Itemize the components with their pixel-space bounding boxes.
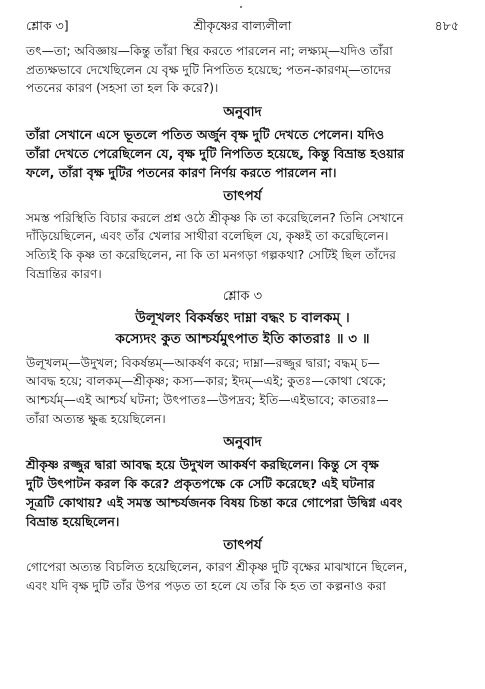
synonyms-block-2 xyxy=(26,354,459,428)
text-line: প্রত্যক্ষভাবে দেখেছিলেন যে বৃক্ষ দুটি নিপতিত হয়েছে; পতন-কারণম্—তাদের xyxy=(26,62,392,77)
text-line: গোপেরা অত্যন্ত বিচলিত হয়েছিলেন, কারণ শ্রীকৃষ্ণ দুটি বৃক্ষের মাঝখানে ছিলেন, xyxy=(26,560,408,575)
text-line: তাঁরা সেখানে এসে ভূতলে পতিত অর্জুন বৃক্ষ দুটি দেখতে পেলেন। যদিও xyxy=(26,126,385,142)
text-line: দাঁড়িয়েছিলেন, এবং তাঁর খেলার সাথীরা বলেছিল যে, কৃষ্ণই তা করেছিলেন। xyxy=(26,229,389,244)
page-mark xyxy=(240,6,242,8)
text-line: বিভ্রান্ত হয়েছিলেন। xyxy=(26,514,120,530)
verse-text xyxy=(26,308,459,350)
verse-line: কস্যেদং কুত আশ্চর্যমুৎপাত ইতি কাতরাঃ ॥ ৩ ॥ xyxy=(115,330,370,347)
synonyms-block-1 xyxy=(26,42,459,98)
text-line: তাঁরা অত্যন্ত ক্ষুব্ধ হয়েছিলেন। xyxy=(26,411,166,426)
translation-block-1 xyxy=(26,125,459,182)
text-line: শ্রীকৃষ্ণ রজ্জুর দ্বারা আবদ্ধ হয়ে উদুখল আকর্ষণ করছিলেন। কিন্তু সে বৃক্ষ xyxy=(26,457,379,473)
text-line: আবদ্ধ হয়ে; বালকম্—শ্রীকৃষ্ণ; কস্য—কার; ইদম্—এই; কুতঃ—কোথা থেকে; xyxy=(26,374,387,389)
text-line: সত্যিই কি কৃষ্ণ তা করেছিলেন, না কি তা মনগড়া গল্পকথা? সেটিই ছিল তাঁদের xyxy=(26,247,396,262)
purport-heading: তাৎপর্য xyxy=(223,537,262,554)
translation-heading: অনুবাদ xyxy=(223,103,262,120)
translation-block-2 xyxy=(26,455,459,531)
text-line: দুটি উৎপাটন করল কি করে? প্রকৃতপক্ষে কে সেটি করেছে? এই ঘটনার xyxy=(26,476,375,492)
text-line: উলূখলম্—উদুখল; বিকর্ষন্তম্—আকর্ষণ করে; দাম্না—রজ্জুর দ্বারা; বদ্ধম্ চ— xyxy=(26,355,380,370)
purport-block-1 xyxy=(26,209,459,283)
header-verse-ref: শ্লোক ৩] xyxy=(26,18,69,33)
text-line: ফলে, তাঁরা বৃক্ষ দুটির পতনের কারণ নির্ণয় করতে পারলেন না। xyxy=(26,164,337,180)
verse-line: উলূখলং বিকর্ষন্তং দাম্না বদ্ধং চ বালকম্ । xyxy=(135,309,350,326)
text-line: পতনের কারণ (সহসা তা হল কি করে?)। xyxy=(26,81,219,96)
translation-heading: অনুবাদ xyxy=(223,434,262,451)
verse-label: শ্লোক ৩ xyxy=(222,289,263,305)
purport-heading: তাৎপর্য xyxy=(223,187,262,204)
text-line: তাঁরা দেখতে পেরেছিলেন যে, বৃক্ষ দুটি নিপতিত হয়েছে, কিন্তু বিভ্রান্ত হওয়ার xyxy=(26,145,405,161)
purport-block-2 xyxy=(26,558,459,595)
text-line: তৎ—তা; অবিজ্ঞায়—কিন্তু তাঁরা স্থির করতে পারলেন না; লক্ষ্যম্—যদিও তাঁরা xyxy=(26,44,393,58)
page-header xyxy=(26,18,459,36)
text-line: আশ্চর্যম্—এই আশ্চর্য ঘটনা; উৎপাতঃ—উপদ্রব; ইতি—এইভাবে; কাতরাঃ— xyxy=(26,392,389,407)
text-line: সমস্ত পরিস্থিতি বিচার করলে প্রশ্ন ওঠে শ্রীকৃষ্ণ কি তা করেছিলেন? তিনি সেখানে xyxy=(26,210,404,225)
header-page-number: ৪৮৫ xyxy=(434,18,459,33)
text-line: বিভ্রান্তির কারণ। xyxy=(26,266,102,281)
page-content xyxy=(26,42,459,595)
text-line: এবং যদি বৃক্ষ দুটি তাঁর উপর পড়ত তা হলে যে তাঁর কি হত তা কল্পনাও করা xyxy=(26,578,386,593)
text-line: সূত্রটি কোথায়? এই সমস্ত আশ্চর্যজনক বিষয় চিন্তা করে গোপেরা উদ্বিগ্ন এবং xyxy=(26,495,403,511)
header-chapter-title: শ্রীকৃষ্ণের বাল্যলীলা xyxy=(193,18,292,33)
